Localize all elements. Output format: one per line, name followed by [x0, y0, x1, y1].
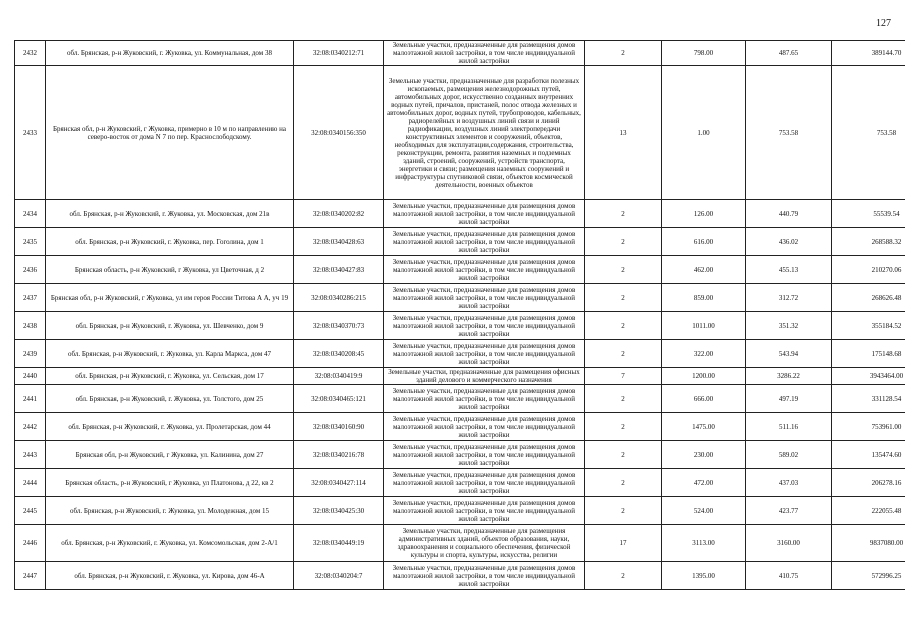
cadastral-number-cell: 32:08:0340156:350 [294, 66, 384, 200]
cadastral-value-cell: 55539.54 [832, 200, 905, 228]
area-cell: 1011.00 [662, 312, 746, 340]
cadastral-registry-table [14, 40, 905, 590]
area-cell: 3113.00 [662, 525, 746, 562]
cadastral-number-cell: 32:08:0340204:7 [294, 562, 384, 590]
row-number-cell: 2432 [15, 41, 46, 66]
cadastral-number-cell: 32:08:0340212:71 [294, 41, 384, 66]
land-use-cell: Земельные участки, предназначенные для размещения домов малоэтажной жилой застройки, в том числе индивидуальной жилой застройки [384, 340, 585, 368]
table-row [15, 385, 905, 413]
cadastral-number-cell: 32:08:0340449:19 [294, 525, 384, 562]
table-row [15, 256, 905, 284]
area-cell: 1.00 [662, 66, 746, 200]
specific-value-cell: 487.65 [746, 41, 832, 66]
cadastral-value-cell: 331128.54 [832, 385, 905, 413]
group-number-cell: 2 [585, 312, 662, 340]
cadastral-value-cell: 753961.00 [832, 413, 905, 441]
row-number-cell: 2440 [15, 368, 46, 385]
land-use-cell: Земельные участки, предназначенные для размещения домов малоэтажной жилой застройки, в том числе индивидуальной жилой застройки [384, 497, 585, 525]
cadastral-value-cell: 389144.70 [832, 41, 905, 66]
area-cell: 126.00 [662, 200, 746, 228]
land-use-cell: Земельные участки, предназначенные для размещения домов малоэтажной жилой застройки, в том числе индивидуальной жилой застройки [384, 469, 585, 497]
table-row [15, 368, 905, 385]
area-cell: 859.00 [662, 284, 746, 312]
cadastral-value-cell: 9837080.00 [832, 525, 905, 562]
land-use-cell: Земельные участки, предназначенные для размещения домов малоэтажной жилой застройки, в том числе индивидуальной жилой застройки [384, 228, 585, 256]
table-row [15, 497, 905, 525]
specific-value-cell: 3160.00 [746, 525, 832, 562]
group-number-cell: 7 [585, 368, 662, 385]
table-row [15, 469, 905, 497]
cadastral-number-cell: 32:08:0340216:78 [294, 441, 384, 469]
land-use-cell: Земельные участки, предназначенные для размещения домов малоэтажной жилой застройки, в том числе индивидуальной жилой застройки [384, 284, 585, 312]
specific-value-cell: 437.03 [746, 469, 832, 497]
land-use-cell: Земельные участки, предназначенные для размещения домов малоэтажной жилой застройки, в том числе индивидуальной жилой застройки [384, 562, 585, 590]
cadastral-number-cell: 32:08:0340427:83 [294, 256, 384, 284]
land-use-cell: Земельные участки, предназначенные для размещения домов малоэтажной жилой застройки, в том числе индивидуальной жилой застройки [384, 441, 585, 469]
cadastral-value-cell: 268588.32 [832, 228, 905, 256]
address-cell: Брянская обл, р-н Жуковский, г Жуковка, ул. Калинина, дом 27 [46, 441, 294, 469]
table-row [15, 200, 905, 228]
row-number-cell: 2446 [15, 525, 46, 562]
cadastral-value-cell: 753.58 [832, 66, 905, 200]
cadastral-number-cell: 32:08:0340419:9 [294, 368, 384, 385]
specific-value-cell: 410.75 [746, 562, 832, 590]
land-use-cell: Земельные участки, предназначенные для размещения домов малоэтажной жилой застройки, в том числе индивидуальной жилой застройки [384, 413, 585, 441]
address-cell: обл. Брянская, р-н Жуковский, г. Жуковка, ул. Комсомольская, дом 2-А/1 [46, 525, 294, 562]
row-number-cell: 2438 [15, 312, 46, 340]
specific-value-cell: 3286.22 [746, 368, 832, 385]
specific-value-cell: 436.02 [746, 228, 832, 256]
specific-value-cell: 497.19 [746, 385, 832, 413]
cadastral-number-cell: 32:08:0340465:121 [294, 385, 384, 413]
address-cell: обл. Брянская, р-н Жуковский, г. Жуковка, ул. Толстого, дом 25 [46, 385, 294, 413]
address-cell: обл. Брянская, р-н Жуковский, г. Жуковка, ул. Молодежная, дом 15 [46, 497, 294, 525]
cadastral-number-cell: 32:08:0340286:215 [294, 284, 384, 312]
specific-value-cell: 543.94 [746, 340, 832, 368]
row-number-cell: 2437 [15, 284, 46, 312]
table-row [15, 66, 905, 200]
land-use-cell: Земельные участки, предназначенные для размещения домов малоэтажной жилой застройки, в том числе индивидуальной жилой застройки [384, 385, 585, 413]
table-row [15, 562, 905, 590]
specific-value-cell: 312.72 [746, 284, 832, 312]
specific-value-cell: 589.02 [746, 441, 832, 469]
page-number: 127 [876, 18, 891, 29]
area-cell: 322.00 [662, 340, 746, 368]
address-cell: Брянская область, р-н Жуковский, г Жуковка, ул Цветочная, д 2 [46, 256, 294, 284]
area-cell: 1395.00 [662, 562, 746, 590]
cadastral-value-cell: 222055.48 [832, 497, 905, 525]
row-number-cell: 2433 [15, 66, 46, 200]
cadastral-value-cell: 135474.60 [832, 441, 905, 469]
cadastral-value-cell: 572996.25 [832, 562, 905, 590]
address-cell: обл. Брянская, р-н Жуковский, г. Жуковка, ул. Московская, дом 21в [46, 200, 294, 228]
table-row [15, 441, 905, 469]
area-cell: 1475.00 [662, 413, 746, 441]
row-number-cell: 2441 [15, 385, 46, 413]
specific-value-cell: 753.58 [746, 66, 832, 200]
group-number-cell: 2 [585, 41, 662, 66]
row-number-cell: 2447 [15, 562, 46, 590]
specific-value-cell: 351.32 [746, 312, 832, 340]
land-use-cell: Земельные участки, предназначенные для размещения домов малоэтажной жилой застройки, в том числе индивидуальной жилой застройки [384, 256, 585, 284]
group-number-cell: 2 [585, 200, 662, 228]
row-number-cell: 2439 [15, 340, 46, 368]
specific-value-cell: 455.13 [746, 256, 832, 284]
address-cell: Брянская обл, р-н Жуковский, г Жуковка, ул им героя России Титова А А, уч 19 [46, 284, 294, 312]
row-number-cell: 2436 [15, 256, 46, 284]
group-number-cell: 2 [585, 340, 662, 368]
land-use-cell: Земельные участки, предназначенные для размещения домов малоэтажной жилой застройки, в том числе индивидуальной жилой застройки [384, 41, 585, 66]
row-number-cell: 2445 [15, 497, 46, 525]
land-use-cell: Земельные участки, предназначенные для размещения офисных зданий делового и коммерческого назначения [384, 368, 585, 385]
address-cell: обл. Брянская, р-н Жуковский, г. Жуковка, ул. Кирова, дом 46-А [46, 562, 294, 590]
group-number-cell: 2 [585, 284, 662, 312]
group-number-cell: 2 [585, 562, 662, 590]
group-number-cell: 2 [585, 469, 662, 497]
address-cell: обл. Брянская, р-н Жуковский, г. Жуковка, пер. Гоголина, дом 1 [46, 228, 294, 256]
specific-value-cell: 423.77 [746, 497, 832, 525]
specific-value-cell: 511.16 [746, 413, 832, 441]
area-cell: 462.00 [662, 256, 746, 284]
cadastral-value-cell: 3943464.00 [832, 368, 905, 385]
land-use-cell: Земельные участки, предназначенные для размещения домов малоэтажной жилой застройки, в том числе индивидуальной жилой застройки [384, 200, 585, 228]
row-number-cell: 2434 [15, 200, 46, 228]
row-number-cell: 2444 [15, 469, 46, 497]
cadastral-value-cell: 175148.68 [832, 340, 905, 368]
group-number-cell: 2 [585, 441, 662, 469]
cadastral-number-cell: 32:08:0340202:82 [294, 200, 384, 228]
group-number-cell: 2 [585, 228, 662, 256]
area-cell: 524.00 [662, 497, 746, 525]
group-number-cell: 2 [585, 497, 662, 525]
table-row [15, 525, 905, 562]
area-cell: 472.00 [662, 469, 746, 497]
cadastral-number-cell: 32:08:0340208:45 [294, 340, 384, 368]
row-number-cell: 2443 [15, 441, 46, 469]
specific-value-cell: 440.79 [746, 200, 832, 228]
address-cell: обл. Брянская, р-н Жуковский, г. Жуковка, ул. Пролетарская, дом 44 [46, 413, 294, 441]
area-cell: 616.00 [662, 228, 746, 256]
cadastral-number-cell: 32:08:0340427:114 [294, 469, 384, 497]
area-cell: 666.00 [662, 385, 746, 413]
table-row [15, 312, 905, 340]
table-row [15, 41, 905, 66]
table-row [15, 228, 905, 256]
area-cell: 230.00 [662, 441, 746, 469]
address-cell: Брянская обл, р-н Жуковский, г Жуковка, примерно в 10 м по направлению на северо-восток от дома N 7 по пер. Краснослободскому. [46, 66, 294, 200]
cadastral-number-cell: 32:08:0340428:63 [294, 228, 384, 256]
cadastral-value-cell: 206278.16 [832, 469, 905, 497]
table-row [15, 284, 905, 312]
address-cell: обл. Брянская, р-н Жуковский, г. Жуковка, ул. Коммунальная, дом 38 [46, 41, 294, 66]
area-cell: 798.00 [662, 41, 746, 66]
cadastral-number-cell: 32:08:0340160:90 [294, 413, 384, 441]
table-row [15, 340, 905, 368]
cadastral-value-cell: 210270.06 [832, 256, 905, 284]
group-number-cell: 2 [585, 385, 662, 413]
cadastral-value-cell: 355184.52 [832, 312, 905, 340]
group-number-cell: 2 [585, 256, 662, 284]
address-cell: Брянская область, р-н Жуковский, г Жуковка, ул Платонова, д 22, кв 2 [46, 469, 294, 497]
row-number-cell: 2442 [15, 413, 46, 441]
land-use-cell: Земельные участки, предназначенные для размещения домов малоэтажной жилой застройки, в том числе индивидуальной жилой застройки [384, 312, 585, 340]
cadastral-number-cell: 32:08:0340370:73 [294, 312, 384, 340]
row-number-cell: 2435 [15, 228, 46, 256]
cadastral-number-cell: 32:08:0340425:30 [294, 497, 384, 525]
address-cell: обл. Брянская, р-н Жуковский, г. Жуковка, ул. Карла Маркса, дом 47 [46, 340, 294, 368]
table-row [15, 413, 905, 441]
land-use-cell: Земельные участки, предназначенные для размещения административных зданий, объектов образования, науки, здравоохранения и социального обеспечения, физической культуры и спорта, культуры, искусства, религии [384, 525, 585, 562]
group-number-cell: 2 [585, 413, 662, 441]
group-number-cell: 13 [585, 66, 662, 200]
address-cell: обл. Брянская, р-н Жуковский, г. Жуковка, ул. Шевченко, дом 9 [46, 312, 294, 340]
land-use-cell: Земельные участки, предназначенные для разработки полезных ископаемых, размещения железнодорожных путей, автомобильных дорог, искусственно созданных внутренних водных путей, причалов, пристаней, полос отвода железных и автомобильных дорог, водных путей, трубопроводов, кабельных, радиорелейных и воздушных линий связи и линий радиофикации, воздушных линий электропередачи конструктивных элементов и сооружений, объектов, необходимых для эксплуатации,содержания, строительства, реконструкции, ремонта, развития наземных и подземных зданий, строений, сооружений, устройств транспорта, энергетики и связи; размещения наземных сооружений и инфраструктуры спутниковой связи, объектов космической деятельности, военных объектов [384, 66, 585, 200]
address-cell: обл. Брянская, р-н Жуковский, г. Жуковка, ул. Сельская, дом 17 [46, 368, 294, 385]
cadastral-value-cell: 268626.48 [832, 284, 905, 312]
area-cell: 1200.00 [662, 368, 746, 385]
group-number-cell: 17 [585, 525, 662, 562]
